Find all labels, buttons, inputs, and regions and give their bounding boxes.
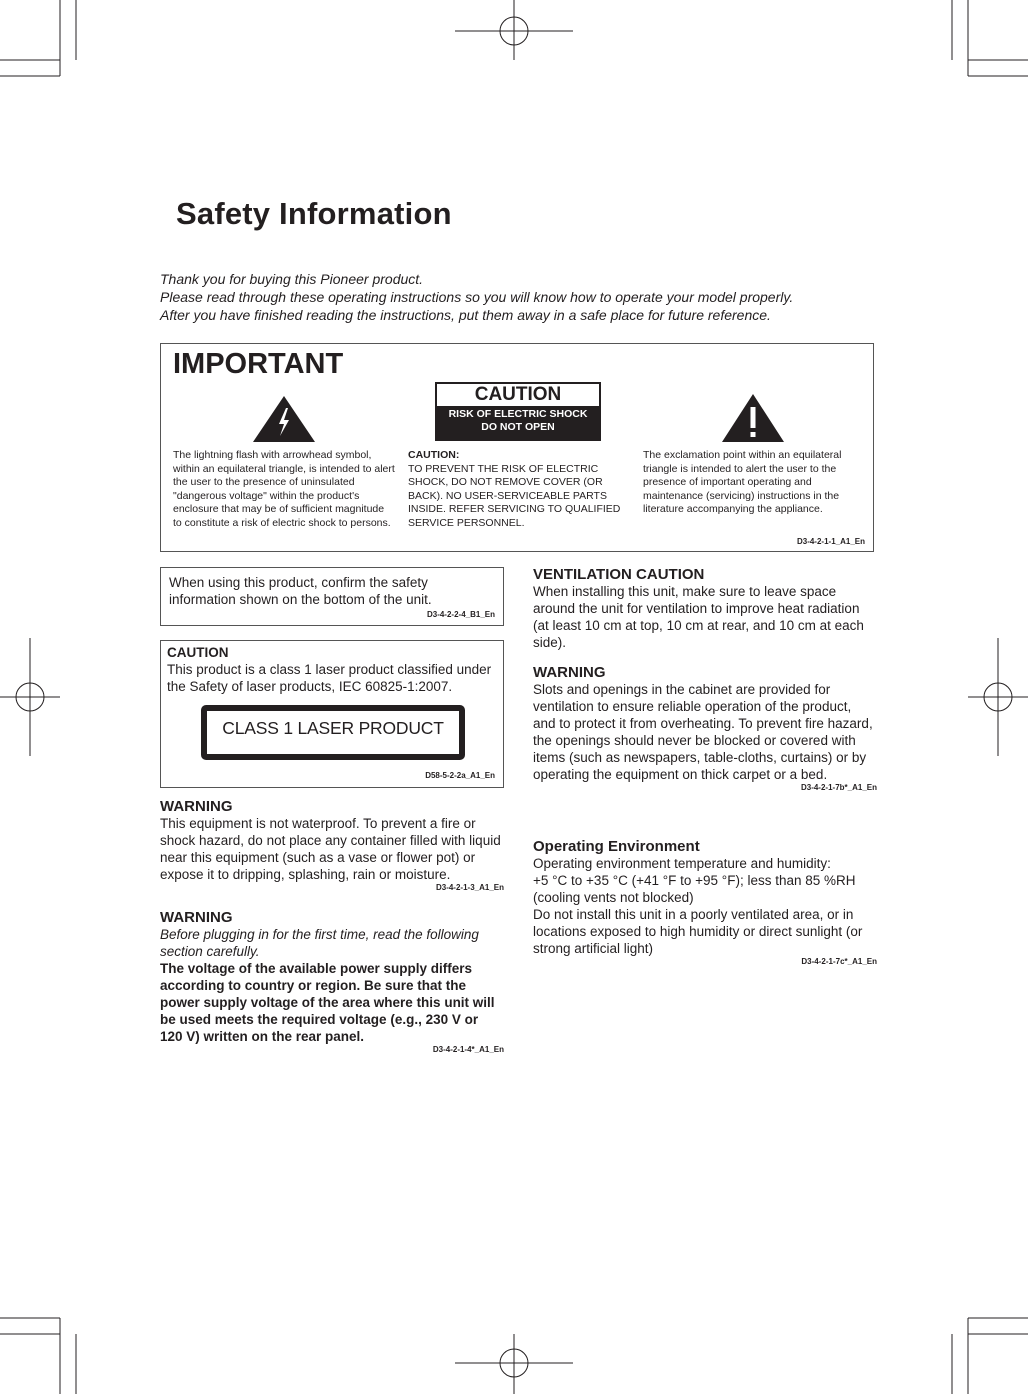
caution-label-line: DO NOT OPEN <box>481 421 555 433</box>
page-title: Safety Information <box>176 196 452 231</box>
intro-line: After you have finished reading the instructions, put them away in a safe place for future reference. <box>160 307 771 323</box>
caution-label <box>435 382 601 441</box>
lightning-warning-icon <box>253 396 315 442</box>
section-text: The voltage of the available power supply differs according to country or region. Be sure that the power supply voltage of the area where this unit will be used meets the required voltage (e.g., 230 V or 120 V) written on the rear panel. <box>160 961 495 1044</box>
laser-product-label <box>201 705 465 760</box>
laser-caution-heading: CAUTION <box>167 645 229 660</box>
intro-paragraph <box>160 270 880 324</box>
caution-heading: CAUTION: <box>408 449 460 461</box>
intro-line: Thank you for buying this Pioneer product. <box>160 271 424 287</box>
caution-label-line: RISK OF ELECTRIC SHOCK <box>448 408 588 420</box>
document-code: D58-5-2-2a_A1_En <box>425 771 495 780</box>
section-heading: WARNING <box>533 664 606 681</box>
laser-caution-text: This product is a class 1 laser product classified under the Safety of laser products, IEC 60825-1:2007. <box>167 662 492 694</box>
laser-caution-box <box>160 640 504 788</box>
caution-description <box>408 449 624 531</box>
document-code: D3-4-2-1-7c*_A1_En <box>801 957 877 966</box>
warning-waterproof-section <box>160 798 504 892</box>
exclamation-warning-icon <box>722 394 784 442</box>
confirm-text: When using this product, confirm the safety information shown on the bottom of the unit. <box>169 575 432 607</box>
important-box <box>160 343 874 552</box>
section-text: When installing this unit, make sure to leave space around the unit for ventilation to improve heat radiation (at least 10 cm at top, 10 cm at rear, and 10 cm at each side). <box>533 584 864 650</box>
document-code: D3-4-2-1-4*_A1_En <box>432 1045 504 1054</box>
section-heading: WARNING <box>160 798 233 815</box>
section-text: Slots and openings in the cabinet are provided for ventilation to ensure reliable operation of the product, and to protect it from overheating. To prevent fire hazard, the openings should never be blocked or covered with items (such as newspapers, table-cloths, curtains) or by operating the equipment on thick carpet or a bed. <box>533 682 873 782</box>
caution-label-subtitle <box>437 406 599 439</box>
intro-line: Please read through these operating instructions so you will know how to operate your model properly. <box>160 289 794 305</box>
operating-environment-section <box>533 838 877 966</box>
warning-power-supply-section <box>160 909 504 1054</box>
confirm-box <box>160 567 504 626</box>
caution-text: TO PREVENT THE RISK OF ELECTRIC SHOCK, DO NOT REMOVE COVER (OR BACK). NO USER-SERVICEABLE PARTS INSIDE. REFER SERVICING TO QUALIFIED SERVICE PERSONNEL. <box>408 462 621 529</box>
section-text: This equipment is not waterproof. To prevent a fire or shock hazard, do not place any container filled with liquid near this equipment (such as a vase or flower pot) or expose it to dripping, splashing, rain or moisture. <box>160 816 501 882</box>
laser-product-label-text: CLASS 1 LASER PRODUCT <box>222 718 444 738</box>
section-text: +5 °C to +35 °C (+41 °F to +95 °F); less than 85 %RH (cooling vents not blocked) <box>533 873 856 905</box>
caution-label-title: CAUTION <box>474 384 562 405</box>
document-code: D3-4-2-2-4_B1_En <box>426 610 495 619</box>
document-code: D3-4-2-1-7b*_A1_En <box>800 783 877 792</box>
warning-ventilation-section <box>533 664 877 792</box>
section-text: Operating environment temperature and humidity: <box>533 856 831 871</box>
ventilation-caution-section <box>533 566 877 651</box>
important-heading: IMPORTANT <box>173 348 344 380</box>
exclamation-description: The exclamation point within an equilateral triangle is intended to alert the user to the presence of important operating and maintenance (servicing) instructions in the literature accompanying the appliance. <box>643 449 842 516</box>
lightning-description: The lightning flash with arrowhead symbol, within an equilateral triangle, is intended to alert the user to the presence of uninsulated "dangerous voltage" within the product's enclosure that may be of sufficient magnitude to constitute a risk of electric shock to persons. <box>173 449 395 529</box>
document-code: D3-4-2-1-1_A1_En <box>796 537 865 546</box>
section-heading: VENTILATION CAUTION <box>533 566 705 583</box>
section-heading: Operating Environment <box>533 838 700 855</box>
section-text: Do not install this unit in a poorly ventilated area, or in locations exposed to high humidity or direct sunlight (or strong artificial light) <box>533 907 863 956</box>
document-code: D3-4-2-1-3_A1_En <box>435 883 504 892</box>
section-heading: WARNING <box>160 909 233 926</box>
section-intro: Before plugging in for the first time, read the following section carefully. <box>160 927 479 959</box>
